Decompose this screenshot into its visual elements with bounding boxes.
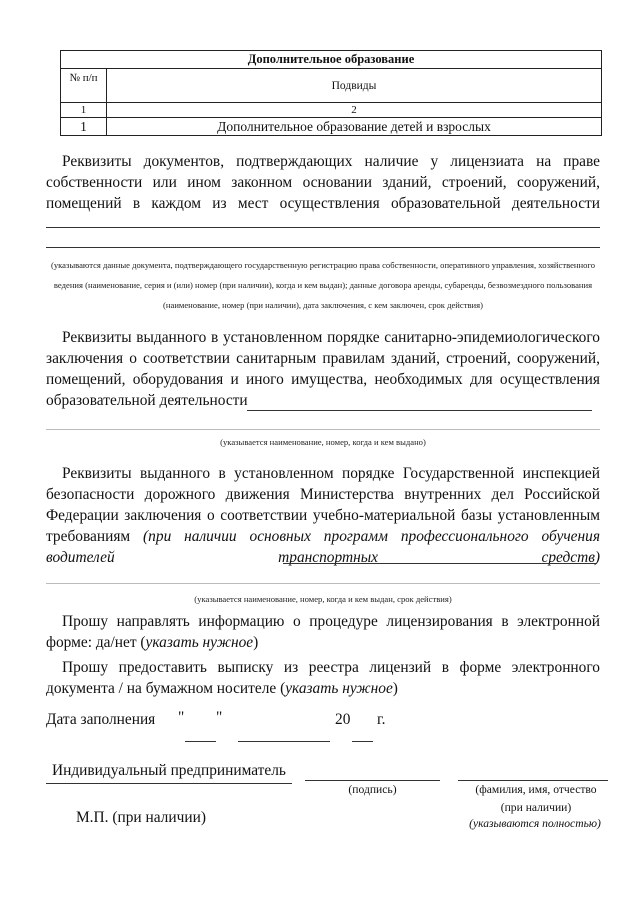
col-subtypes-header: Подвиды (107, 69, 602, 103)
date-year-prefix: 20 (335, 711, 351, 728)
index-cell-1: 1 (61, 103, 107, 118)
full-name-caption: (фамилия, имя, отчество (475, 783, 597, 796)
fill-date-label: Дата заполнения (46, 711, 156, 728)
premises-docs-text: Реквизиты документов, подтверждающих наличие у лицензиата на праве собственности или ином законном основании зданий, строений, сооружений, помещений в каждом из мест осуществления образовательной деятельности (46, 153, 600, 212)
extract-request-hint: указать нужное (285, 680, 393, 697)
stamp-label: М.П. (при наличии) (76, 809, 206, 826)
sanitary-conclusion-field-line-2[interactable] (46, 429, 600, 430)
extract-request (46, 657, 600, 699)
row-subtype-name: Дополнительное образование детей и взрослых (107, 118, 602, 136)
electronic-info-request-hint: указать нужное (145, 634, 254, 651)
date-quote-open: " (178, 709, 185, 726)
signer-role-line (46, 783, 292, 784)
premises-docs-note: (указываются данные документа, подтверждающего государственную регистрацию права собственности, оперативного управления, хозяйственного ведения (наименование, серия и (или) номер (при наличии), когда и кем выдан); данные договора аренды, субаренды, безвозмездного пользования (наименование, номер (при наличии), дата заключения, с кем заключен, срок действия) (50, 260, 596, 310)
traffic-inspection-text (46, 463, 600, 568)
date-year-suffix: г. (377, 711, 386, 728)
sanitary-conclusion-field-line[interactable] (247, 410, 592, 411)
traffic-inspection-italic: (при наличии основных программ профессионального обучения водителей транспортных средств) (46, 528, 600, 566)
date-quote-close: " (216, 709, 223, 726)
signature-field-line[interactable] (305, 780, 440, 781)
row-number: 1 (61, 118, 107, 136)
table-title: Дополнительное образование (61, 51, 602, 69)
full-name-caption-hint (452, 816, 618, 832)
full-name-caption-hint-text: (указываются полностью) (469, 817, 601, 830)
traffic-inspection-note: (указывается наименование, номер, когда и кем выдан, срок действия) (194, 594, 452, 604)
sanitary-conclusion-note: (указывается наименование, номер, когда и кем выдано) (220, 437, 426, 447)
index-cell-2: 2 (107, 103, 602, 118)
extract-request-text: Прошу предоставить выписку из реестра лицензий в форме электронного документа / на бумажном носителе ( (46, 659, 600, 697)
premises-docs-field-line-2[interactable] (46, 247, 600, 248)
electronic-info-request-close: ) (253, 634, 259, 651)
electronic-info-request (46, 611, 600, 653)
education-subtypes-table (60, 50, 602, 136)
signer-role-label: Индивидуальный предприниматель (52, 762, 286, 779)
premises-docs-field-line-1[interactable] (46, 227, 600, 228)
signature-caption: (подпись) (348, 783, 397, 796)
traffic-inspection-main: Реквизиты выданного в установленном порядке Государственной инспекцией безопасности дорожного движения Министерства внутренних дел Российской Федерации заключения о соответствии учебно-материальной базы установленным требованиям (46, 465, 600, 545)
table-header-row (61, 69, 602, 103)
date-day-field[interactable] (185, 741, 216, 742)
date-year-field[interactable] (352, 741, 373, 742)
electronic-info-request-text: Прошу направлять информацию о процедуре лицензирования в электронной форме: да/нет ( (46, 613, 600, 651)
col-number-header: № п/п (61, 69, 107, 103)
table-index-row (61, 103, 602, 118)
full-name-field-line[interactable] (458, 780, 608, 781)
table-title-row (61, 51, 602, 69)
traffic-inspection-field-line-2[interactable] (46, 583, 600, 584)
sanitary-conclusion-text: Реквизиты выданного в установленном порядке санитарно-эпидемиологического заключения о соответствии санитарным правилам зданий, строений, сооружений, помещений, оборудования и иного имущества, необходимых для осуществления образовательной деятельности (46, 329, 600, 409)
table-row (61, 118, 602, 136)
traffic-inspection-field-line[interactable] (283, 563, 597, 564)
date-month-field[interactable] (238, 741, 330, 742)
extract-request-close: ) (392, 680, 398, 697)
full-name-caption-note: (при наличии) (500, 801, 572, 814)
